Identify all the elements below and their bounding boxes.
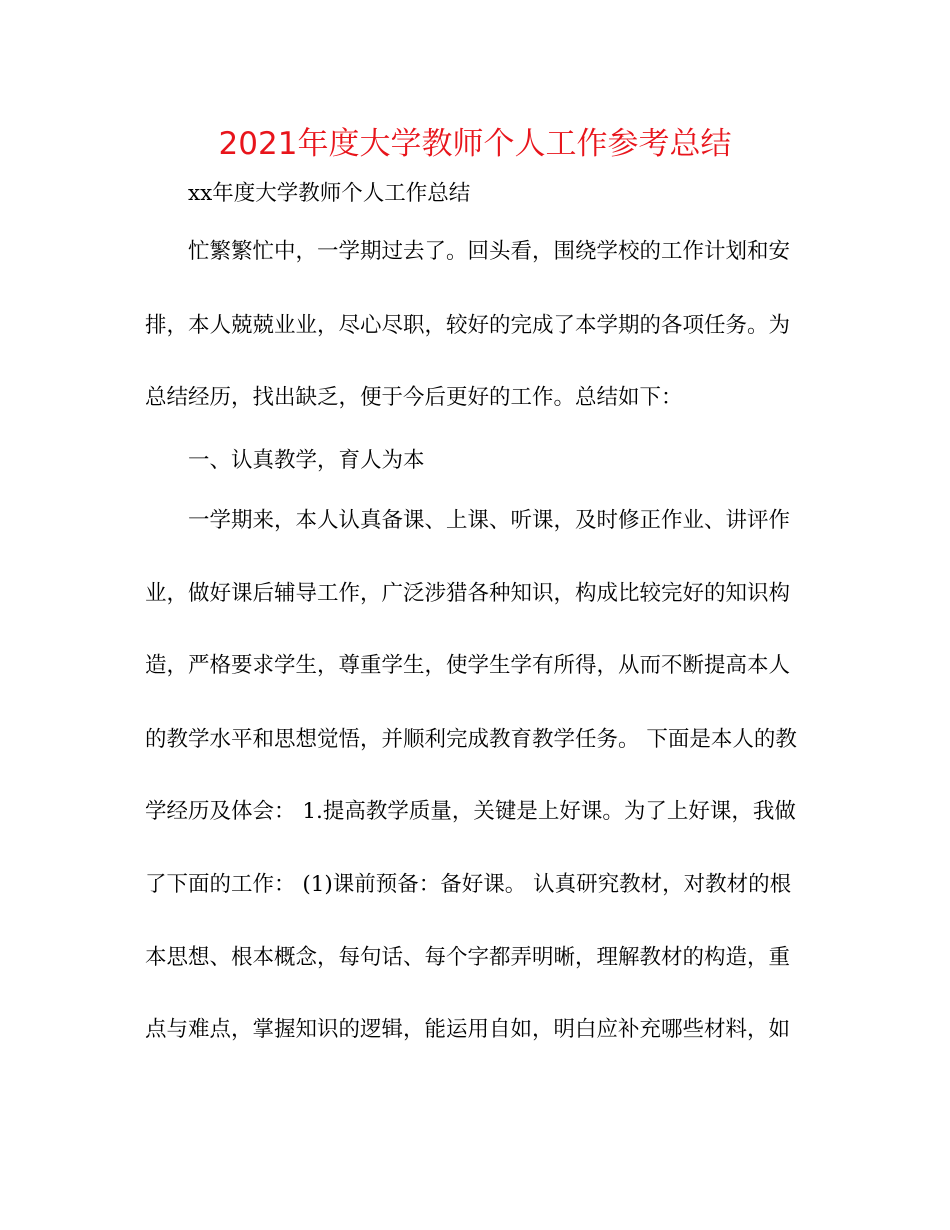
paragraph-line: 本思想、根本概念，每句话、每个字都弄明晰，理解教材的构造，重: [145, 945, 791, 970]
paragraph-line: 总结经历，找出缺乏，便于今后更好的工作。总结如下：: [145, 385, 683, 410]
paragraph-line: 排，本人兢兢业业，尽心尽职，较好的完成了本学期的各项任务。为: [145, 313, 791, 338]
paragraph-line: 一学期来，本人认真备课、上课、听课，及时修正作业、讲评作: [188, 508, 791, 533]
paragraph-line: 学经历及体会： 1.提高教学质量，关键是上好课。为了上好课，我做: [145, 799, 796, 824]
paragraph-line: 的教学水平和思想觉悟，并顺利完成教育教学任务。 下面是本人的教: [145, 727, 797, 752]
paragraph-line: 造，严格要求学生，尊重学生，使学生学有所得，从而不断提高本人: [145, 653, 791, 678]
document-title: 2021年度大学教师个人工作参考总结: [218, 126, 732, 162]
section-heading: 一、认真教学，育人为本: [188, 448, 425, 473]
paragraph-line: 点与难点，掌握知识的逻辑，能运用自如，明白应补充哪些材料，如: [145, 1017, 791, 1042]
document-subtitle: xx年度大学教师个人工作总结: [188, 181, 471, 206]
paragraph-line: 了下面的工作： (1)课前预备：备好课。 认真研究教材，对教材的根: [145, 872, 792, 897]
paragraph-line: 忙繁繁忙中，一学期过去了。回头看，围绕学校的工作计划和安: [188, 239, 791, 264]
paragraph-line: 业，做好课后辅导工作，广泛涉猎各种知识，构成比较完好的知识构: [145, 581, 791, 606]
